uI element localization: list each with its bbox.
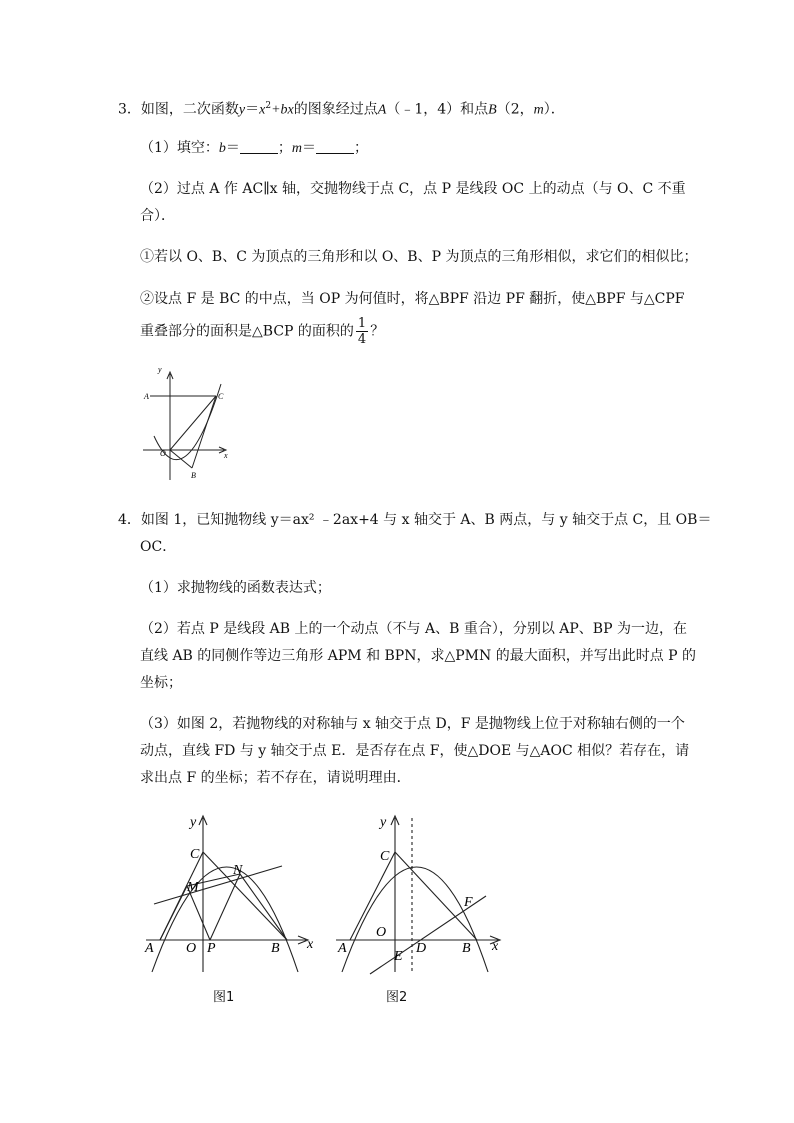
q3-part2-line2: 合）． [140, 208, 175, 224]
segment-AM [160, 886, 187, 940]
q4-stem-line1: 4．如图 1，已知抛物线 y＝ax² ﹣2ax+4 与 x 轴交于 A、B 两点，与 y 轴交于点 C，且 OB＝ [118, 512, 712, 528]
label-y: y [158, 365, 162, 374]
label-N: N [233, 863, 243, 878]
q4-part1: （1）求抛物线的函数表达式； [140, 580, 331, 596]
q4-stem-line2: OC． [140, 539, 177, 555]
q4-part2-line3: 坐标； [140, 675, 182, 691]
segment-PN [210, 874, 240, 940]
label-A: A [338, 941, 347, 956]
q4-figure-1 [140, 812, 330, 977]
q3-stem: 3．如图，二次函数$y=x^2+bx$的图象经过点A（﹣1，4）和点B（2，m）． [118, 101, 565, 118]
label-B: B [462, 941, 471, 956]
label-A: A [145, 941, 154, 956]
q3-part2-ii-line2: 重叠部分的面积是△BCP 的面积的 $\frac{1}{4}$ ？ [140, 316, 385, 347]
label-y: y [380, 815, 387, 830]
label-x: x [307, 937, 314, 952]
q4-part3-line2: 动点，直线 FD 与 y 轴交于点 E．是否存在点 F，使△DOE 与△AOC 相似？若存在，请 [140, 743, 690, 759]
q4-part2-line1: （2）若点 P 是线段 AB 上的一个动点（不与 A、B 重合），分别以 AP、BP 为一边，在 [140, 621, 687, 637]
label-O: O [186, 941, 197, 956]
answer-blank-m[interactable] [316, 139, 354, 154]
answer-blank-b[interactable] [240, 139, 278, 154]
label-A: A [144, 392, 149, 401]
q3-part1: （1）填空：b＝ ；m＝ ； [140, 140, 369, 156]
label-B: B [191, 471, 196, 480]
label-C: C [218, 392, 224, 401]
label-P: P [207, 941, 216, 956]
label-y: y [190, 815, 197, 830]
q4-part2-line2: 直线 AB 的同侧作等边三角形 APM 和 BPN，求△PMN 的最大面积，并写出此时点 P 的 [140, 648, 697, 664]
q4-figure-2 [330, 812, 510, 977]
label-C: C [380, 849, 390, 864]
label-C: C [190, 847, 200, 862]
label-D: D [416, 941, 427, 956]
q3-part2-line1: （2）过点 A 作 AC∥x 轴，交抛物线于点 C，点 P 是线段 OC 上的动点（与 O、C 不重 [140, 181, 686, 197]
fraction-one-quarter: $\frac{1}{4}$ [357, 316, 367, 347]
segment-OC [170, 396, 216, 450]
label-O: O [376, 925, 387, 940]
q3-part2-ii-line1: ②设点 F 是 BC 的中点，当 OP 为何值时，将△BPF 沿边 PF 翻折，使△BPF 与△CPF [140, 291, 685, 307]
segment-AC [350, 852, 395, 940]
q3-figure [140, 362, 240, 487]
label-x: x [224, 451, 228, 460]
label-E: E [394, 949, 403, 964]
q3-part2-i: ①若以 O、B、C 为顶点的三角形和以 O、B、P 为顶点的三角形相似，求它们的相似比； [140, 249, 698, 265]
parabola [342, 867, 488, 972]
label-O: O [160, 449, 166, 458]
label-B: B [271, 941, 280, 956]
q4-part3-line1: （3）如图 2，若抛物线的对称轴与 x 轴交于点 D，F 是抛物线上位于对称轴右侧的一个 [140, 716, 685, 732]
line-MN-extended [154, 866, 282, 904]
label-x: x [492, 939, 499, 954]
label-F: F [464, 895, 473, 910]
figure-2-caption: 图2 [386, 990, 408, 1005]
segment-NB [240, 874, 287, 940]
figure-1-caption: 图1 [213, 990, 235, 1005]
label-M: M [187, 880, 199, 895]
segment-BC [192, 396, 216, 468]
q4-part3-line3: 求出点 F 的坐标；若不存在，请说明理由． [140, 770, 411, 786]
